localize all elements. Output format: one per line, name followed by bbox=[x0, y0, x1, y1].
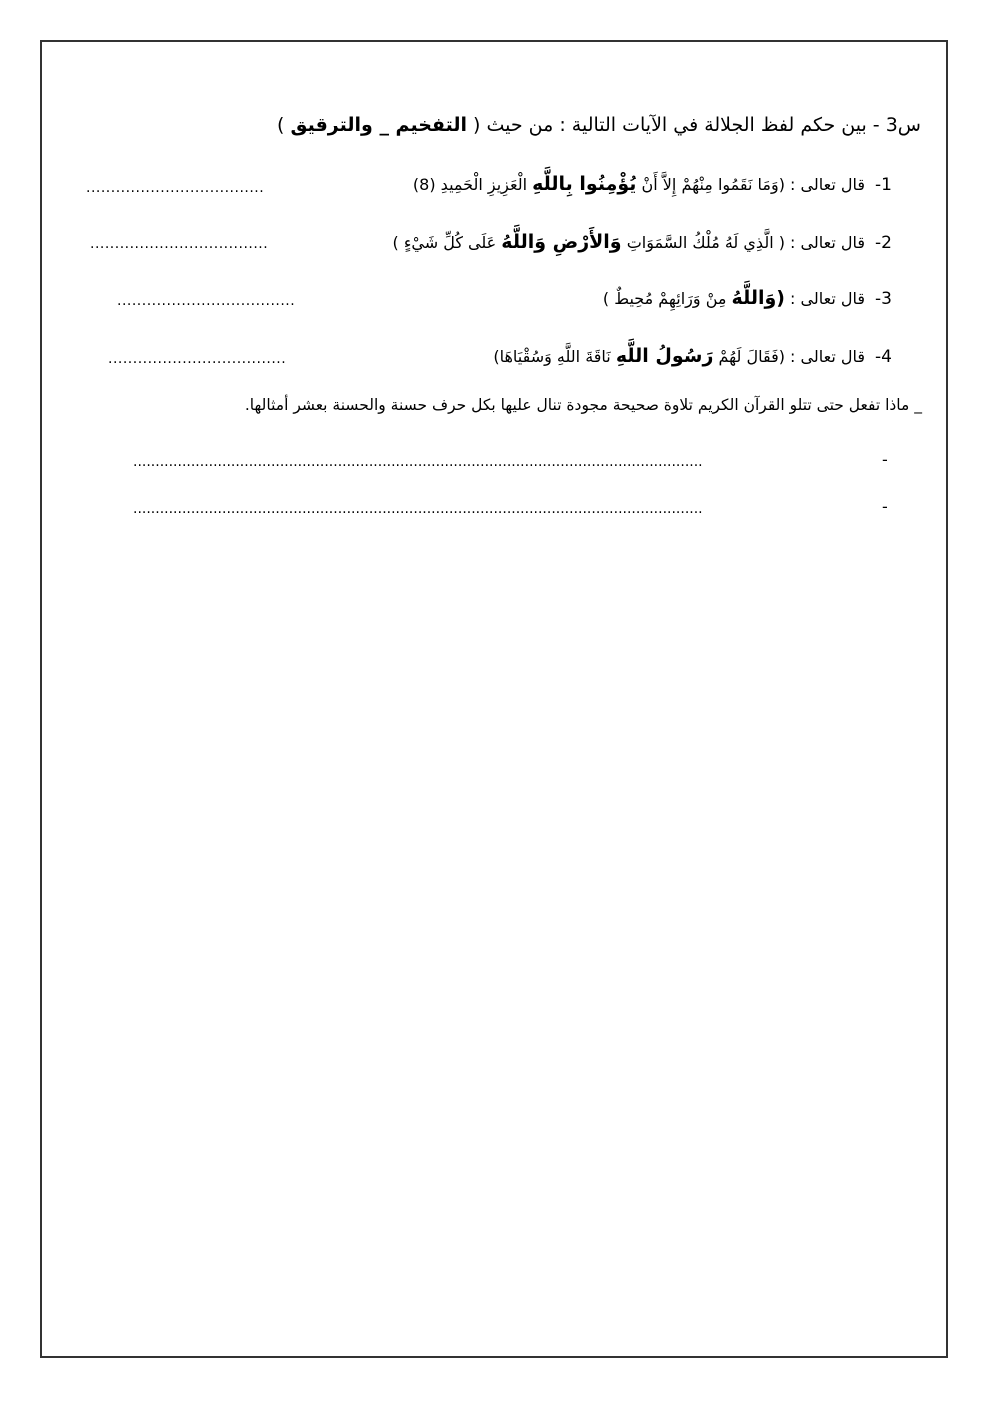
instruction-text: _ ماذا تفعل حتى تتلو القرآن الكريم تلاوة صحيحة مجودة تنال عليها بكل حرف حسنة والحسنة بعشر أمثالها. bbox=[244, 396, 922, 414]
question-item-1 bbox=[413, 173, 892, 195]
item-intro: قال تعالى : bbox=[784, 289, 866, 308]
verse-bold: وَالأَرْضِ وَاللَّهُ bbox=[501, 231, 622, 253]
answer-line-2[interactable]: .................................... bbox=[90, 236, 269, 252]
verse-part-b: مِنْ وَرَائِهِمْ مُحِيطٌ ) bbox=[602, 289, 732, 308]
verse-part-b: عَلَى كُلِّ شَيْءٍ ) bbox=[392, 233, 502, 252]
verse-part-a: (فَقَالَ لَهُمْ bbox=[713, 347, 785, 366]
item-number: 4- bbox=[875, 347, 892, 367]
item-number: 1- bbox=[875, 175, 892, 195]
question-bold-terms: التفخيم _ والترقيق bbox=[290, 114, 467, 136]
item-intro: قال تعالى : bbox=[784, 175, 866, 194]
question-item-4 bbox=[493, 345, 892, 367]
verse-part-b: نَاقَةَ اللَّهِ وَسُقْيَاهَا) bbox=[493, 347, 616, 366]
verse-bold: يُؤْمِنُوا بِاللَّهِ bbox=[532, 173, 637, 195]
item-number: 2- bbox=[875, 233, 892, 253]
question-title bbox=[277, 114, 921, 136]
item-intro: قال تعالى : bbox=[784, 233, 866, 252]
item-number: 3- bbox=[875, 289, 892, 309]
verse-bold: (وَاللَّهُ bbox=[731, 287, 785, 309]
verse-part-a: (وَمَا نَقَمُوا مِنْهُمْ إِلاَّ أَنْ bbox=[636, 175, 785, 194]
question-item-3 bbox=[603, 287, 892, 309]
answer-line-4[interactable]: .................................... bbox=[108, 351, 287, 367]
question-item-2 bbox=[393, 231, 892, 253]
item-intro: قال تعالى : bbox=[784, 347, 866, 366]
answer-line-1[interactable]: .................................... bbox=[86, 180, 265, 196]
verse-part-b: الْعَزِيزِ الْحَمِيدِ (8) bbox=[412, 175, 533, 194]
answer-dots-2[interactable]: ................................................................................................................................ bbox=[133, 501, 703, 517]
answer-dash-2: - bbox=[882, 497, 888, 516]
answer-line-3[interactable]: .................................... bbox=[117, 293, 296, 309]
verse-bold: رَسُولُ اللَّهِ bbox=[615, 345, 714, 367]
verse-part-a: ( الَّذِي لَهُ مُلْكُ السَّمَوَاتِ bbox=[621, 233, 785, 252]
question-prefix: س3 - بين حكم لفظ الجلالة في الآيات التالية : من حيث ( bbox=[466, 114, 921, 136]
question-suffix: ) bbox=[277, 114, 291, 136]
answer-dash-1: - bbox=[882, 450, 888, 469]
answer-dots-1[interactable]: ................................................................................................................................ bbox=[133, 454, 703, 470]
